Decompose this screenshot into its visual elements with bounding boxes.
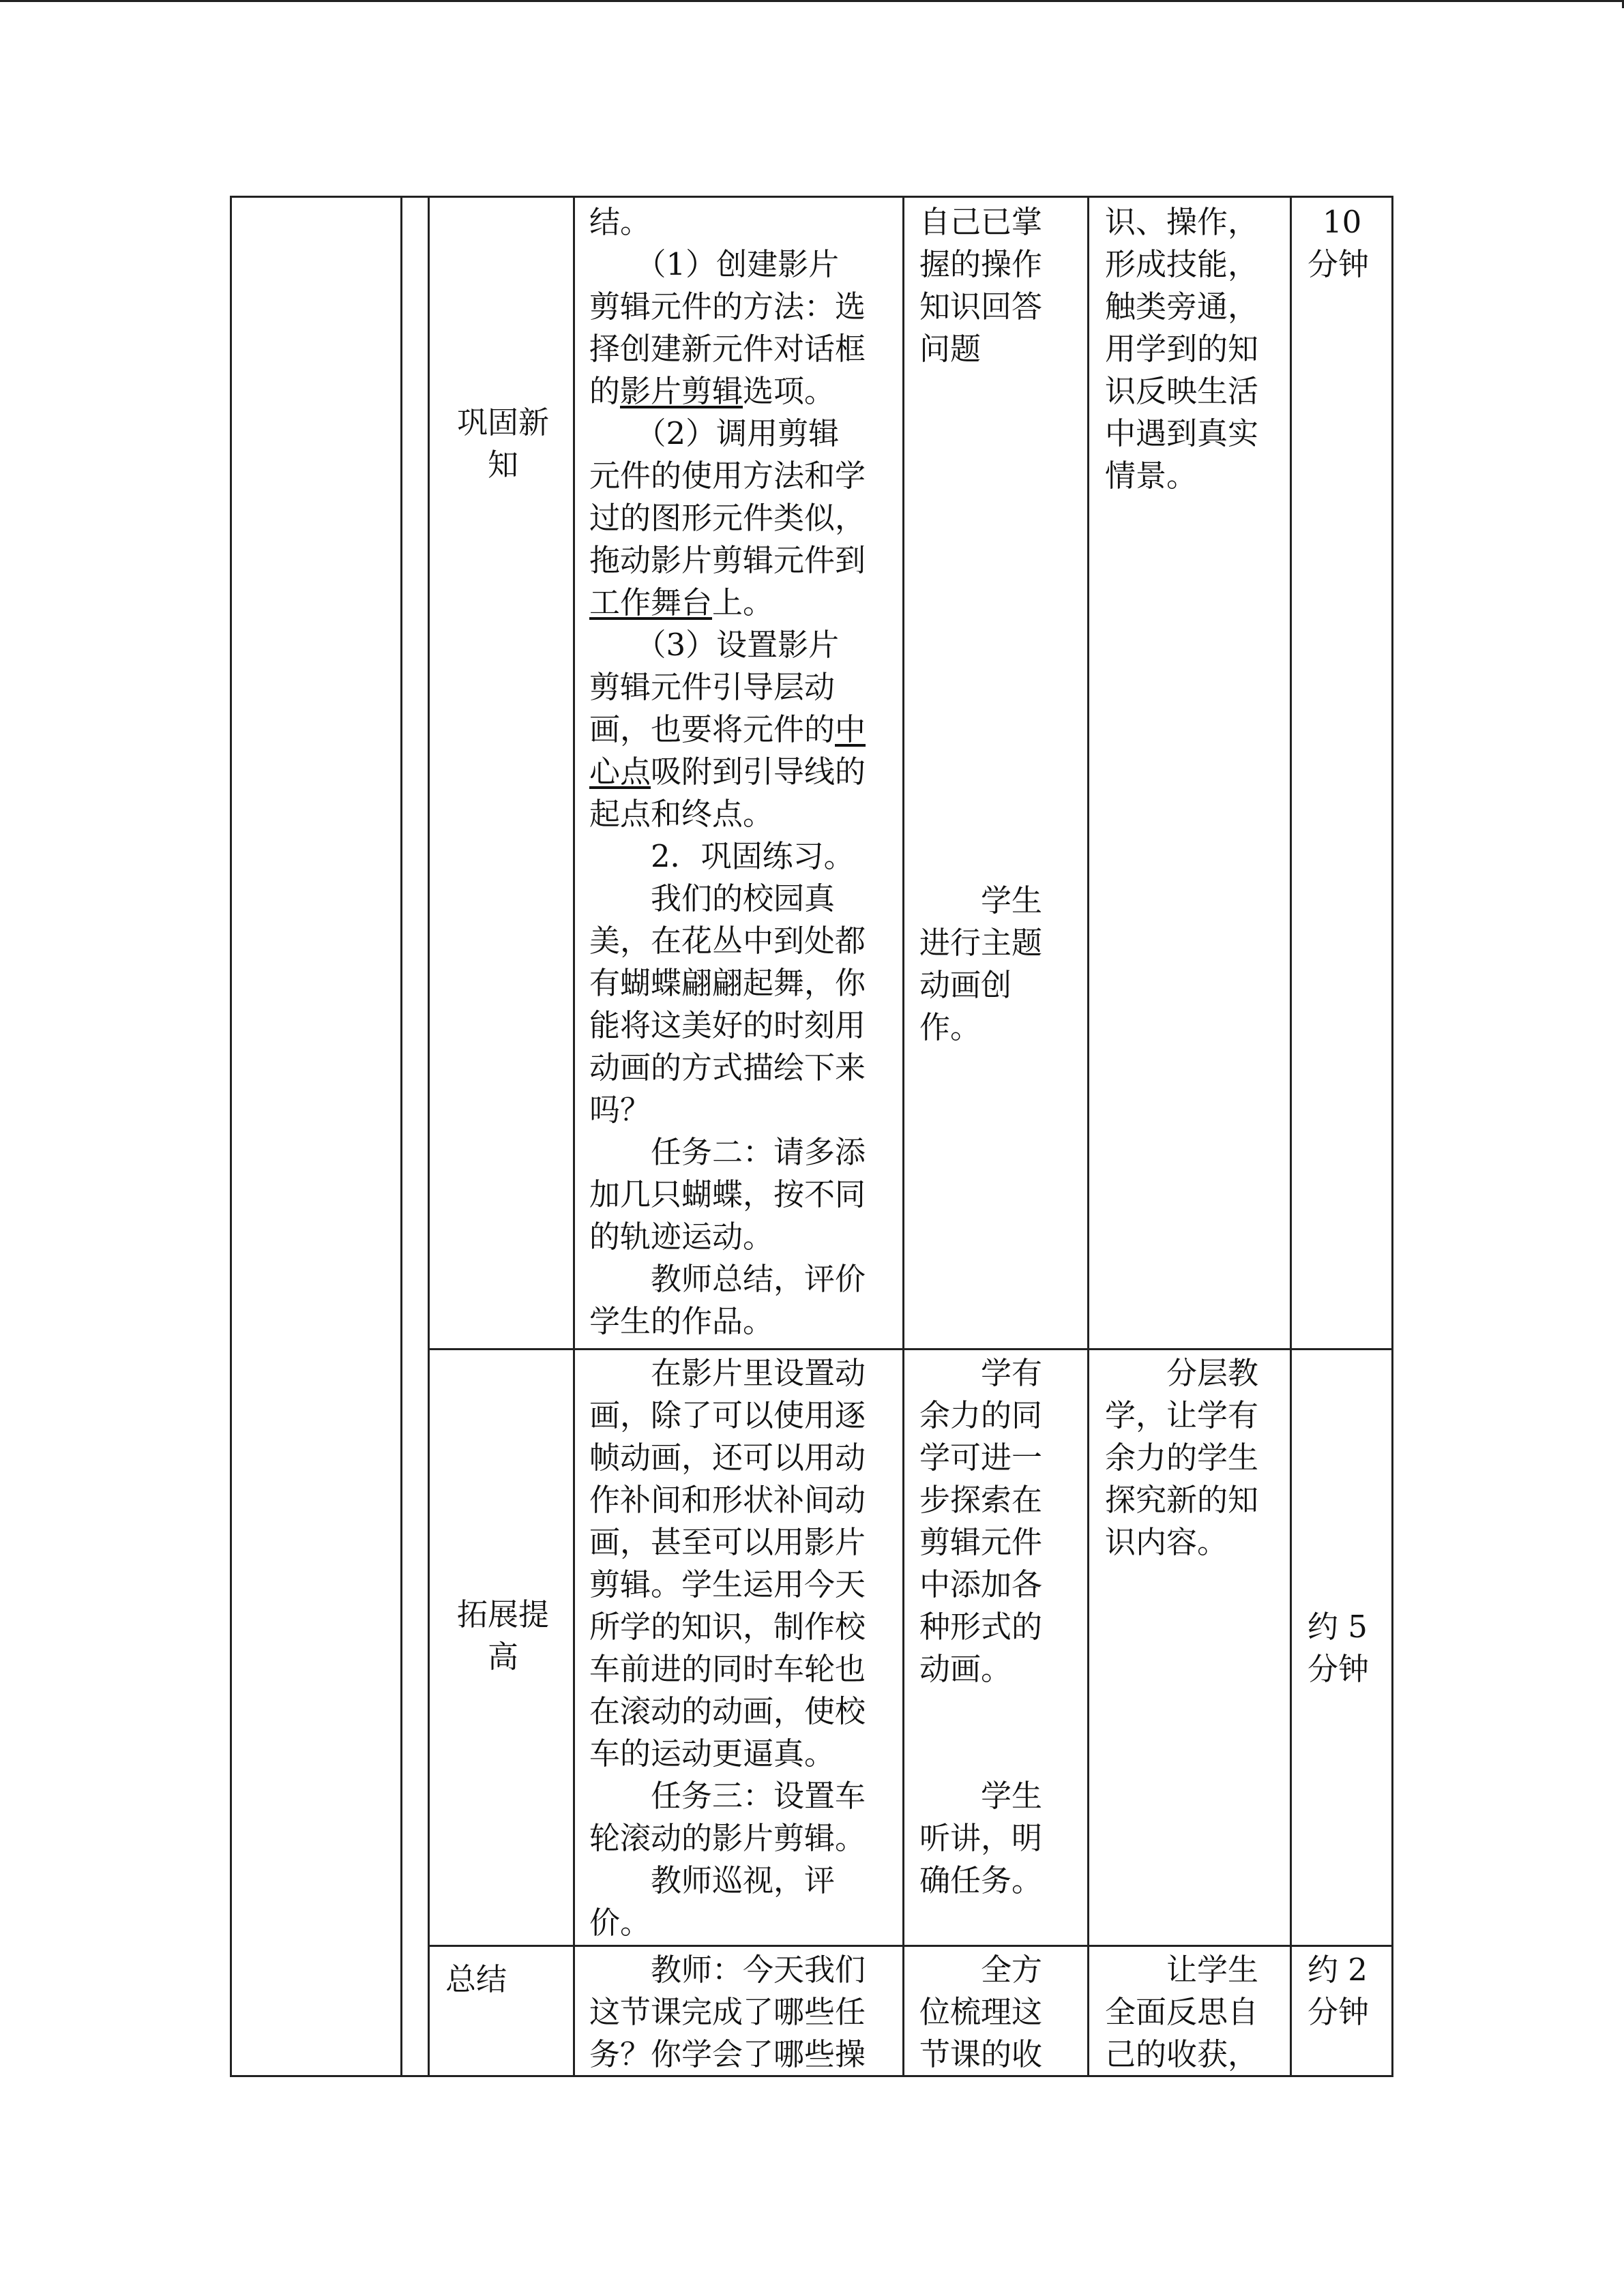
row1-intent-line: 识反映生活 (1105, 373, 1259, 409)
row2-content-line: 价。 (589, 1905, 651, 1941)
row1-intent-line: 触类旁通， (1105, 288, 1259, 325)
row1-student-block2 (919, 880, 1083, 1049)
row1-content-line (589, 709, 900, 751)
col-border-1 (230, 196, 232, 2077)
row2-content-line: 作补间和形状补间动 (589, 1482, 866, 1518)
row2-content-line: 车的运动更逼真。 (589, 1735, 836, 1772)
row2-student-block1 (919, 1352, 1083, 1690)
row1-intent-line: 中遇到真实 (1105, 415, 1259, 451)
row2-student-line: 学有 (919, 1355, 1043, 1391)
row2-student-line: 种形式的 (919, 1609, 1043, 1645)
row2-content-line: 教师巡视，评 (589, 1862, 836, 1898)
row1-time-line: 分钟 (1308, 246, 1370, 282)
content-text: 我们的校园真 (589, 880, 836, 916)
content-text: 选项。 (743, 373, 836, 409)
content-text: 元件的使用方法和学 (589, 458, 866, 494)
row1-intent-line: 情景。 (1105, 458, 1198, 494)
row2-content-line: 车前进的同时车轮也 (589, 1651, 866, 1687)
row2-student-line: 动画。 (919, 1651, 1012, 1687)
row3-content-line: 教师：今天我们 (589, 1952, 866, 1988)
row3-student-line: 位梳理这 (919, 1994, 1043, 2030)
row3-time (1308, 1949, 1389, 2033)
col-border-6 (1087, 196, 1089, 2077)
row3-time-line: 分钟 (1308, 1994, 1370, 2030)
row2-student-line: 步探索在 (919, 1482, 1043, 1518)
underlined-term: 心点 (589, 754, 651, 790)
underlined-term: 工作舞台 (589, 584, 713, 621)
row1-time (1308, 201, 1389, 286)
row3-intent-line: 己的收获， (1105, 2036, 1259, 2072)
row1-time-line: 10 (1323, 204, 1362, 240)
col-border-4 (573, 196, 575, 2077)
row1-content-line (589, 201, 900, 243)
row3-content-line: 这节课完成了哪些任 (589, 1994, 866, 2030)
row3-student-line: 全方 (919, 1952, 1043, 1988)
row2-intent-line: 识内容。 (1105, 1524, 1228, 1560)
col-border-8 (1391, 196, 1393, 2077)
row2-student-line: 学生 (919, 1778, 1043, 1814)
row2-content-line: 画，除了可以使用逐 (589, 1397, 866, 1433)
row1-content-line (589, 835, 900, 878)
row2-time-line: 分钟 (1308, 1651, 1370, 1687)
row2-intent-line: 探究新的知 (1105, 1482, 1259, 1518)
table-top-border (230, 196, 1393, 198)
row2-content-line: 轮滚动的影片剪辑。 (589, 1820, 866, 1856)
row1-content-line (589, 539, 900, 582)
row2-intent-line: 余力的学生 (1105, 1440, 1259, 1476)
row1-student-line: 握的操作 (919, 246, 1043, 282)
content-text: 教师总结，评价 (589, 1261, 866, 1297)
underlined-term: 影片剪辑 (620, 373, 743, 409)
content-text: 学生的作品。 (589, 1303, 774, 1339)
row1-content-line (589, 286, 900, 328)
row2-student-line: 剪辑元件 (919, 1524, 1043, 1560)
row3-time-line: 约 2 (1308, 1952, 1368, 1988)
row1-content-line (589, 1216, 900, 1258)
row1-content-line (589, 455, 900, 497)
row2-intent (1105, 1352, 1286, 1564)
row1-content-line (589, 582, 900, 624)
row1-student-line: 知识回答 (919, 288, 1043, 325)
row3-content-line: 务？你学会了哪些操 (589, 2036, 866, 2072)
content-text: 结。 (589, 204, 651, 240)
row2-student-line: 听讲，明 (919, 1820, 1043, 1856)
row1-student-block1 (919, 201, 1083, 370)
content-text: 美，在花丛中到处都 (589, 923, 866, 959)
content-text: 有蝴蝶翩翩起舞，你 (589, 965, 866, 1001)
row1-content-line (589, 624, 900, 666)
row3-intent (1105, 1949, 1286, 2076)
row2-content-line: 任务三：设置车 (589, 1778, 866, 1814)
row1-stage-line: 知 (487, 447, 518, 483)
row2-intent-line: 学，让学有 (1105, 1397, 1259, 1433)
row1-intent-line: 形成技能， (1105, 246, 1259, 282)
content-text: 吸附到引导线的 (651, 754, 866, 790)
col-border-7 (1290, 196, 1292, 2077)
row1-content-line (589, 793, 900, 835)
row1-content (589, 201, 900, 1343)
row1-student-line: 问题 (919, 331, 981, 367)
content-text: 的轨迹运动。 (589, 1219, 774, 1255)
row3-intent-line: 让学生 (1105, 1952, 1259, 1988)
row1-student-line: 学生 (919, 882, 1043, 919)
row2-stage (437, 1594, 570, 1678)
row2-content-line: 画，甚至可以用影片 (589, 1524, 866, 1560)
content-text: 画，也要将元件的 (589, 711, 836, 747)
col-border-3 (428, 196, 430, 2077)
row1-intent-line: 用学到的知 (1105, 331, 1259, 367)
row1-student-line: 进行主题 (919, 925, 1043, 961)
content-text: 剪辑元件引导层动 (589, 669, 836, 705)
row1-content-line (589, 962, 900, 1004)
col-border-2 (400, 196, 402, 2077)
row2-time-line: 约 5 (1308, 1609, 1368, 1645)
row2-student-line: 确任务。 (919, 1862, 1043, 1898)
row2-content-line: 在影片里设置动 (589, 1355, 866, 1391)
row2-student-block2 (919, 1775, 1083, 1902)
row2-intent-line: 分层教 (1105, 1355, 1259, 1391)
col-border-5 (902, 196, 904, 2077)
content-text: 拖动影片剪辑元件到 (589, 542, 866, 578)
content-text: 动画的方式描绘下来 (589, 1049, 866, 1086)
row2-content-line: 在滚动的动画，使校 (589, 1693, 866, 1729)
row2-stage-line: 拓展提 (456, 1596, 549, 1632)
row3-intent-line: 全面反思自 (1105, 1994, 1259, 2030)
row2-time (1308, 1606, 1389, 1690)
content-text: 2．巩固练习。 (589, 838, 855, 874)
content-text: 过的图形元件类似， (589, 500, 866, 536)
content-text: 择创建新元件对话框 (589, 331, 866, 367)
row1-content-line (589, 1131, 900, 1174)
row1-content-line (589, 1047, 900, 1089)
row3-student (919, 1949, 1083, 2076)
row1-intent-line: 识、操作， (1105, 204, 1259, 240)
row1-content-line (589, 1300, 900, 1343)
content-text: 上。 (712, 584, 774, 621)
row2-student-line: 余力的同 (919, 1397, 1043, 1433)
row2-content (589, 1352, 900, 1944)
row1-stage-line: 巩固新 (456, 404, 549, 441)
content-text: 吗？ (589, 1092, 651, 1128)
row1-content-line (589, 1174, 900, 1216)
content-text: 剪辑元件的方法：选 (589, 288, 866, 325)
row1-content-line (589, 497, 900, 539)
underlined-term: 中 (835, 711, 866, 747)
row1-content-line (589, 370, 900, 413)
row3-stage (445, 1958, 568, 2001)
row1-student-line: 自己已掌 (919, 204, 1043, 240)
row1-student-line: 作。 (919, 1009, 981, 1045)
row3-stage-line: 总结 (445, 1961, 507, 1997)
row1-content-line (589, 413, 900, 455)
row2-content-line: 剪辑。学生运用今天 (589, 1566, 866, 1602)
row2-content-line: 帧动画，还可以用动 (589, 1440, 866, 1476)
row2-student-line: 学可进一 (919, 1440, 1043, 1476)
row1-content-line (589, 666, 900, 709)
row1-content-line (589, 1004, 900, 1047)
row2-student-line: 中添加各 (919, 1566, 1043, 1602)
row1-content-line (589, 1258, 900, 1300)
row1-content-line (589, 328, 900, 370)
row1-content-line (589, 878, 900, 920)
row1-content-line (589, 243, 900, 286)
row1-intent (1105, 201, 1286, 497)
row2-content-line: 所学的知识，制作校 (589, 1609, 866, 1645)
content-text: 加几只蝴蝶，按不同 (589, 1176, 866, 1212)
row1-content-line (589, 751, 900, 793)
row1-content-line (589, 1089, 900, 1131)
row2-stage-line: 高 (487, 1639, 518, 1675)
content-text: 起点和终点。 (589, 796, 774, 832)
content-text: 能将这美好的时刻用 (589, 1007, 866, 1043)
row3-content (589, 1949, 900, 2076)
content-text: （2）调用剪辑 (589, 415, 840, 451)
content-text: 的 (589, 373, 621, 409)
content-text: （1）创建影片 (589, 246, 840, 282)
row1-content-line (589, 920, 900, 962)
row1-stage (437, 402, 570, 486)
row3-student-line: 节课的收 (919, 2036, 1043, 2072)
content-text: （3）设置影片 (589, 627, 840, 663)
content-text: 任务二：请多添 (589, 1134, 866, 1170)
row1-student-line: 动画创 (919, 967, 1012, 1003)
